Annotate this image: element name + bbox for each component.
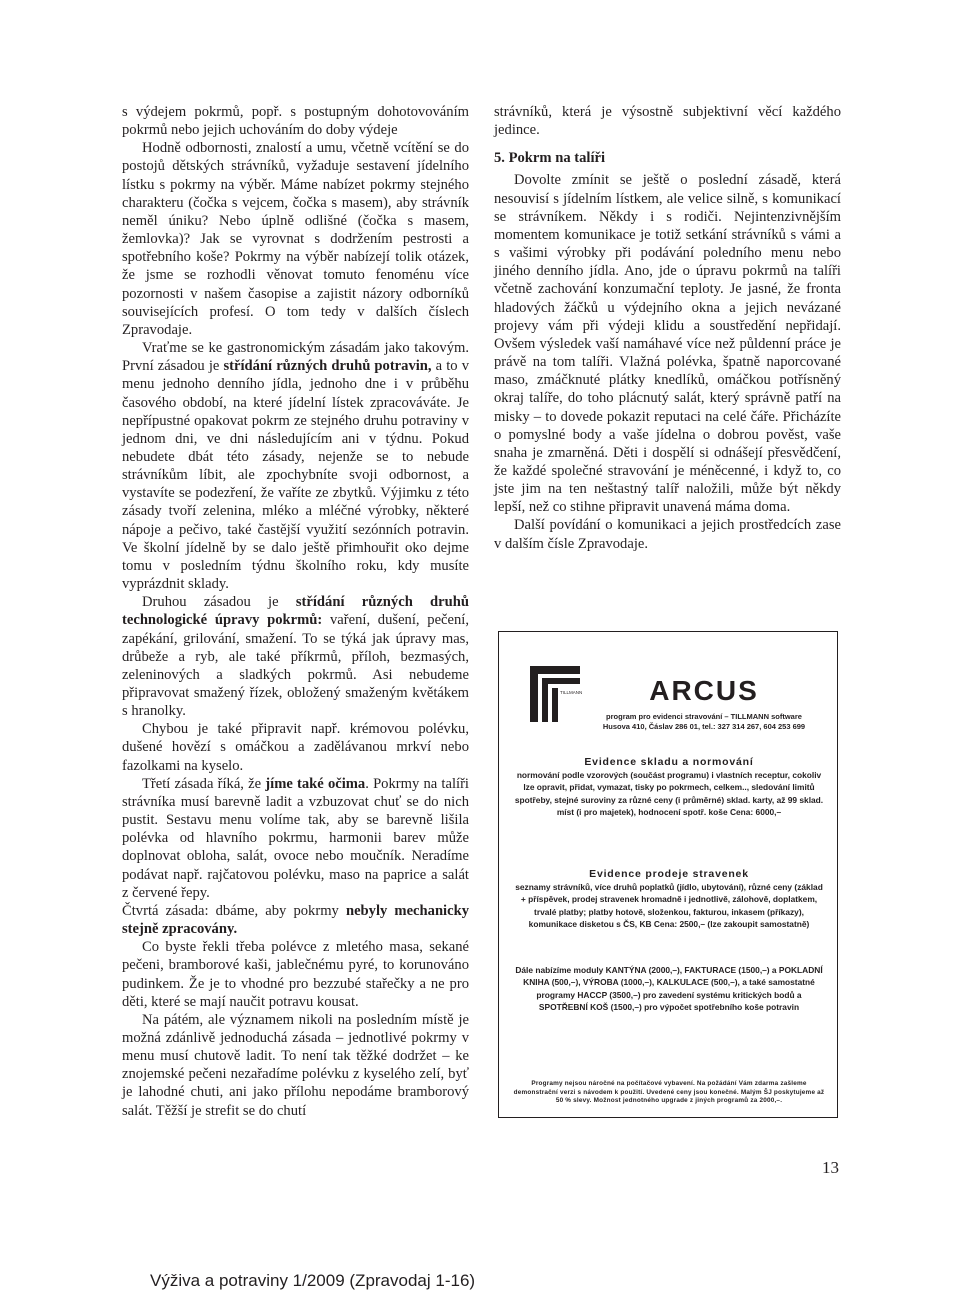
- paragraph: strávníků, která je výsostně subjektivní věcí každého jedince.: [494, 104, 841, 139]
- text: Třetí zásada říká, že: [142, 775, 266, 792]
- paragraph: s výdejem pokrmů, popř. s postupným dohotovováním pokrmů nebo jejich uchováním do doby výdeje: [122, 104, 469, 139]
- text: vaření, dušení, pečení, zapékání, grilování, smažení. To se týká jak úpravy mas, drůbeže a ryb, ale také příkrmů, příloh, bezmasých, zeleninových a sladkých pokrmů. Asi nebudeme připravovat smažený řízek, obložený smaženým květákem s hranolky.: [122, 612, 469, 720]
- arcus-advertisement: [498, 631, 838, 1118]
- tillmann-logo-icon: [530, 666, 583, 722]
- ad-section-vouchers: [513, 868, 825, 931]
- product-name: ARCUS: [649, 675, 759, 706]
- ad-section-modules: [513, 964, 825, 1014]
- company-address: Husova 410, Čáslav 286 01, tel.: 327 314 267, 604 253 699: [602, 722, 806, 731]
- ad-brand: [589, 676, 819, 732]
- right-column: [494, 103, 841, 553]
- section-heading: 5. Pokrm na talíři: [494, 150, 606, 167]
- text: Druhou zásadou je: [142, 594, 296, 611]
- ad-section-body: Dále nabízíme moduly KANTÝNA (2000,–), FAKTURACE (1500,–) a POKLADNÍ KNIHA (500,–), VÝROBA (1000,–), KALKULACE (500,–), a také samostatné programy HACCP (3500,–) pro zavedení systému kritických bodů a SPOTŘEBNÍ KOŠ (1500,–) pro výpočet spotřebního koše potravin: [515, 965, 823, 1013]
- ad-footnote: [513, 1080, 825, 1106]
- text: Čtvrtá zásada: dbáme, aby pokrmy: [122, 902, 346, 919]
- ad-section-body: seznamy strávníků, více druhů poplatků (jídlo, ubytování), různé ceny (základ + příspěvek, prodej stravenek hromadně i jednotlivě, zálohově, doplatkem, trvalé platby; platby hotově, složenkou, fakturou, inkasem (příkazy), komunikace disketou s ČS, KB Cena: 2500,– (lze zakoupit samostatně): [515, 882, 823, 930]
- product-tagline: program pro evidenci stravování – TILLMANN software: [606, 712, 802, 721]
- ad-section-warehouse: [513, 756, 825, 819]
- text: a to v menu jednoho denního jídla, jednoho dne i v průběhu časového období, na které jídelní lístek zpracováváte. Je nepřípustné opakovat pokrm ze stejného druhu potraviny v jednom dni, ve dni následujícím ani v týdnu. Pokud nebudete dbát této zásady, nejenže se to nebude strávníkům líbit, ale zpochybníte svoji odbornost, a vystavíte se podezření, že vaříte ze zbytků. Výjimku z této zásady tvoří zelenina, mléko a mléčné výrobky, některé nápoje a pečivo, také častější využití sezónních potravin. Ve školní jídelně by se dalo ještě přimhouřit oko dejme tomu v posledním týdnu školního roku, kdy musíte vyprázdnit sklady.: [122, 358, 469, 593]
- paragraph: [122, 902, 469, 938]
- page-footer: Výživa a potraviny 1/2009 (Zpravodaj 1-16): [150, 1271, 476, 1290]
- emphasis: nebyly mechanicky stejně zpracovány.: [122, 902, 469, 938]
- ad-footnote-text: Programy nejsou náročné na počítačové vybavení. Na požádání Vám zdarma zašleme demonstrační verzi s návodem k použití. Uvedené ceny jsou konečné. Malým ŠJ poskytujeme až 50 % slevy. Možnost jednotného upgrade z jiných programů za 2000,–.: [513, 1080, 825, 1104]
- logo-text: TILLMANN: [560, 690, 583, 695]
- paragraph: [122, 339, 469, 593]
- paragraph: Další povídání o komunikaci a jejich prostředcích zase v dalším čísle Zpravodaje.: [494, 517, 841, 552]
- emphasis: střídání různých druhů technologické úpravy pokrmů:: [122, 594, 469, 629]
- paragraph: Na pátém, ale významem nikoli na posledním místě je možná zdánlivě jednoduchá zásada – jednotlivé pokrmy v menu musí chutově ladit. To není tak těžké dodržet – ke znojemské pečeni nezařadíme polévku z kyselého zelí, byť je lahodné chuti, ani jako přílohu nepodáme bramborový salát. Těžší je strefit se do chutí: [122, 1011, 469, 1119]
- paragraph: Co byste řekli třeba polévce z mletého masa, sekané pečeni, bramborové kaši, jablečnému pyré, to korunováno pudinkem. Že je to vhodné pro bezzubé stařečky a ne pro děti, které se mají naučit potravu kousat.: [122, 939, 469, 1010]
- paragraph: Chybou je také připravit např. krémovou polévku, dušené hovězí s omáčkou a zadělávanou mrkví nebo fazolkami na kyselo.: [122, 721, 469, 774]
- text: . Pokrmy na talíři strávníka musí barevně ladit a vzbuzovat chuť se do nich pustit. Sestavu menu volíme tak, aby se barevně lišila polévka od hlavního pokrmu, harmonii barev může doplnovat obloha, salát, ovoce nebo moučník. Neradíme podávat např. rajčatovou polévku, maso na paprice a salát z červené řepy.: [122, 775, 469, 901]
- ad-section-heading: Evidence prodeje stravenek: [589, 868, 749, 880]
- ad-section-heading: Evidence skladu a normování: [584, 756, 754, 768]
- paragraph: Hodně odbornosti, znalostí a umu, včetně vcítění se do postojů dětských strávníků, vyžaduje sestavení jídelního lístku s pokrmy na výběr. Máme nabízet pokrmy stejného charakteru (čočka s vejcem, čočka s masem), aby strávník neměl úniku? Nebo úplně odlišné (čočka s masem, žemlovka)? Jak se vyrovnat s dodržením pestrosti a spotřebního koše? Pokrmy na výběr nabízejí tolik otázek, že jsme se rozhodli věnovat tomuto fenoménu více pozornosti v našem časopise a zajistit názory odborníků souvisejících profesí. O tom tedy v dalších číslech Zpravodaje.: [122, 140, 469, 338]
- left-column: [122, 103, 469, 1120]
- emphasis: střídání různých druhů potravin,: [223, 358, 432, 375]
- ad-section-body: normování podle vzorových (součást programu) i vlastních receptur, cokoliv lze opravit, přidat, vymazat, tisky po pokrmech, celkem.., sledování limitů spotřeby, stejné suroviny za různé ceny (i průměrné) sklad. karty, až 99 sklad. míst (i pro majetek), hodnocení spotř. koše Cena: 6000,–: [514, 770, 824, 818]
- page-number: 13: [822, 1158, 839, 1177]
- paragraph: Dovolte zmínit se ještě o poslední zásadě, která nesouvisí s jídelním lístkem, ale velice silně, s komunikací se strávníkem. Někdy i s rodiči. Nejintenzivnějším momentem komunikace je totiž setkání strávníků s vámi a s vašimi výrobky při podávání poledního menu nebo jiného denního jídla. Ano, jde o úpravu pokrmů na talíři včetně zachování konzumační teploty. Je jasné, že fronta hladových žáčků u výdejního okna a jejich nevázané projevy vám při výdeji klidu a soustředění nepřidají. Ovšem výsledek vaší namáhavé více než půldenní práce je právě na tom talíři. Vlažná polévka, špatně naporcované maso, zmáčknuté plátky knedlíků, omáčkou potřísněný okraj talíře, do toho plácnutý salát, který správně patří na misky – to dovede pokazit reputaci na celé čáře. Přicházíte o pomyslné body a vaše jídelna o dobrou pověst, vaše snaha je zmarněná. Děti i dospělí si odnášejí přesvědčení, že každé společné stravování je méněcenné, i když to, co jste jim na ten neštastný talíř naložili, může být někdy lepší, než co stihne připravit unavená máma doma.: [494, 172, 841, 516]
- text: Vraťme se ke gastronomickým zásadám jako takovým. První zásadou je: [122, 340, 469, 375]
- emphasis: jíme také očima: [265, 775, 366, 792]
- paragraph: [122, 775, 469, 902]
- paragraph: [122, 593, 469, 720]
